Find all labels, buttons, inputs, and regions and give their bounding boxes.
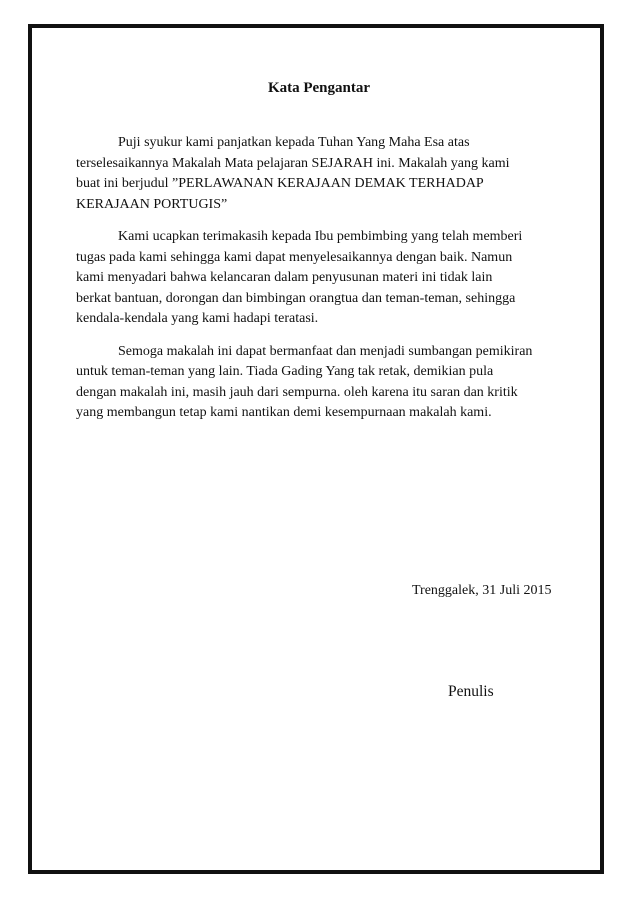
paragraph-line: berkat bantuan, dorongan dan bimbingan orangtua dan teman-teman, sehingga: [76, 290, 516, 306]
paragraph-line: terselesaikannya Makalah Mata pelajaran SEJARAH ini. Makalah yang kami: [76, 155, 510, 171]
paragraph-line: Puji syukur kami panjatkan kepada Tuhan Yang Maha Esa atas: [118, 135, 470, 150]
paragraph-line: dengan makalah ini, masih jauh dari sempurna. oleh karena itu saran dan kritik: [76, 384, 518, 400]
paragraph-line: yang membangun tetap kami nantikan demi kesempurnaan makalah kami.: [76, 405, 492, 420]
paragraph-line: kami menyadari bahwa kelancaran dalam penyusunan materi ini tidak lain: [76, 270, 493, 285]
page-title: Kata Pengantar: [267, 80, 371, 96]
signature: Penulis: [448, 683, 494, 700]
paragraph-line: Kami ucapkan terimakasih kepada Ibu pembimbing yang telah memberi: [118, 229, 523, 244]
paragraph-2: [76, 227, 564, 330]
paragraph-line: KERAJAAN PORTUGIS”: [76, 196, 228, 212]
paragraph-line: buat ini berjudul ”PERLAWANAN KERAJAAN DEMAK TERHADAP: [76, 176, 484, 191]
paragraph-3: [76, 342, 564, 424]
paragraph-line: Semoga makalah ini dapat bermanfaat dan menjadi sumbangan pemikiran: [118, 343, 533, 359]
paragraph-line: tugas pada kami sehingga kami dapat menyelesaikannya dengan baik. Namun: [76, 249, 513, 265]
paragraph-line: kendala-kendala yang kami hadapi teratasi.: [76, 311, 319, 326]
place-date: Trenggalek, 31 Juli 2015: [412, 583, 552, 598]
body-text: [76, 133, 564, 436]
paragraph-line: untuk teman-teman yang lain. Tiada Gading Yang tak retak, demikian pula: [76, 364, 494, 379]
paragraph-1: [76, 133, 564, 215]
